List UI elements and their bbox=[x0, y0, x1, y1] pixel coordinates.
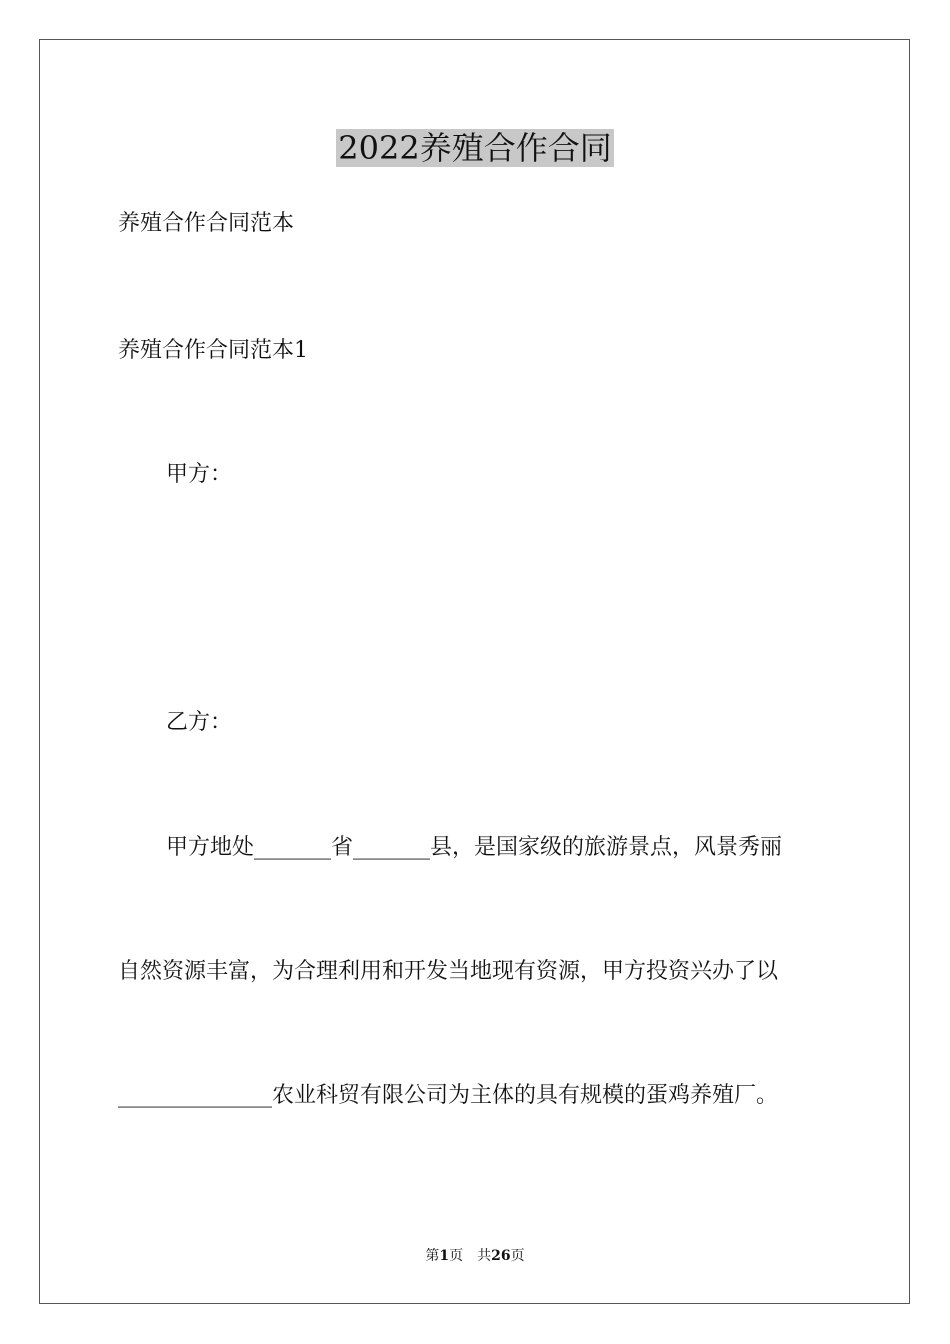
footer-page-total: 26 bbox=[491, 1248, 511, 1264]
footer-page-suffix: 页 bbox=[510, 1248, 525, 1264]
footer-page-current: 1 bbox=[439, 1248, 450, 1264]
document-title bbox=[0, 128, 950, 168]
paragraph-line-2: 自然资源丰富，为合理利用和开发当地现有资源，甲方投资兴办了以 bbox=[118, 959, 779, 984]
party-a-label: 甲方： bbox=[166, 462, 233, 487]
paragraph-line-1: 甲方地处_______省_______县，是国家级的旅游景点，风景秀丽 bbox=[166, 835, 783, 860]
party-b-label: 乙方： bbox=[166, 710, 233, 735]
paragraph-line-3: ______________农业科贸有限公司为主体的具有规模的蛋鸡养殖厂。 bbox=[118, 1083, 779, 1108]
section-heading: 养殖合作合同范本1 bbox=[118, 338, 308, 363]
document-subtitle: 养殖合作合同范本 bbox=[118, 211, 295, 236]
document-title-text: 2022养殖合作合同 bbox=[338, 129, 612, 167]
footer-page-prefix: 第 bbox=[425, 1248, 440, 1264]
footer-page-mid: 页 共 bbox=[449, 1248, 492, 1264]
page-footer bbox=[0, 1247, 950, 1265]
